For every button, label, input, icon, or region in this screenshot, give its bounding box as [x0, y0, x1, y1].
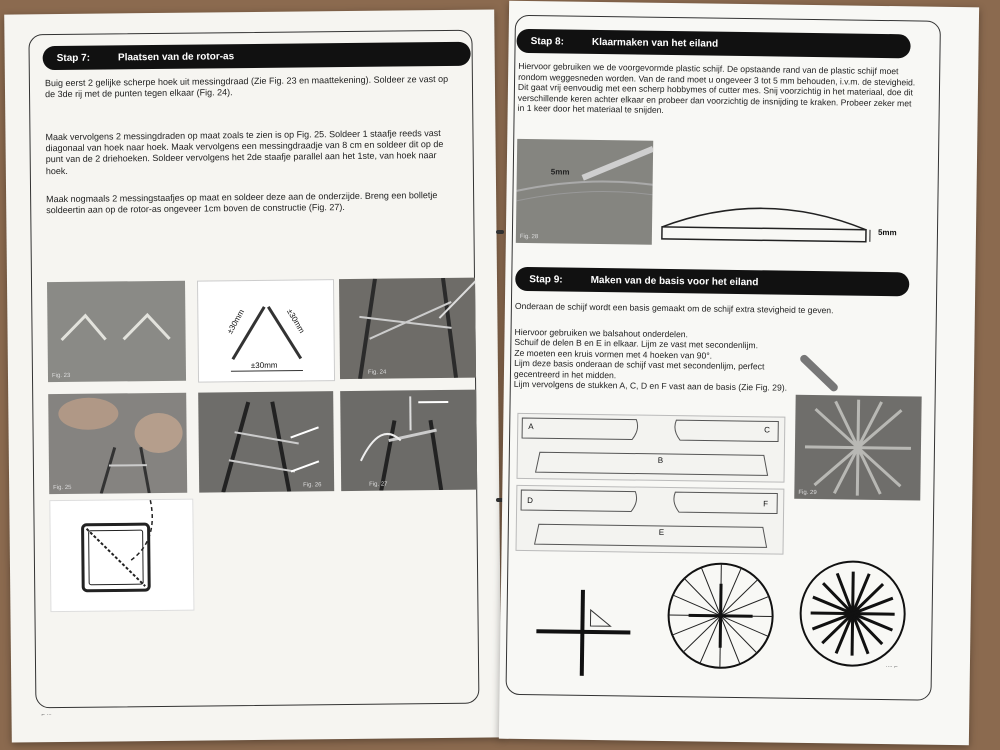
- part-e-label: E: [658, 527, 665, 537]
- cutting-disc-drawing: [516, 139, 653, 245]
- parts-abc-drawing: [518, 414, 785, 482]
- step9-line-1: Hiervoor gebruiken we balsahout onderdelen.: [514, 326, 689, 340]
- right-page: [499, 1, 979, 745]
- fig29-label: Fig. 29: [798, 489, 817, 497]
- fig28-photo: [516, 139, 653, 245]
- fig23-label: Fig. 23: [51, 372, 71, 380]
- spoked-disc-drawing-1: [664, 559, 778, 673]
- fig23-photo: [47, 281, 186, 382]
- step7-paragraph-1: Buig eerst 2 gelijke scherpe hoek uit messingdraad (Zie Fig. 23 en maattekening). Soldeer ze vast op de 3de rij met de punten tegen elkaar (Fig. 24).: [44, 73, 449, 100]
- starburst-base-drawing: [794, 395, 921, 501]
- tower-structure-drawing: [339, 278, 476, 379]
- step9-label: Stap 9:: [529, 273, 563, 286]
- step7-header: [43, 42, 471, 70]
- step7-label: Stap 7:: [56, 52, 91, 64]
- bent-wires-drawing: [47, 281, 186, 382]
- step9-line-2: Schuif de delen B en E in elkaar. Lijm ze vast met secondenlijm.: [514, 337, 759, 351]
- fig25-label: Fig. 25: [53, 484, 72, 492]
- fig29-photo: [794, 395, 921, 501]
- tower-arrows-drawing: [198, 391, 334, 492]
- dim-label-3: ±30mm: [250, 360, 278, 371]
- step8-title: Klaarmaken van het eiland: [591, 36, 719, 50]
- step9-line-4: Lijm deze basis onderaan de schijf vast met secondenlijm, perfect gecentreerd in het midden.: [513, 358, 765, 380]
- part-c-label: C: [764, 425, 771, 435]
- left-page: [4, 9, 502, 742]
- part-f-label: F: [763, 499, 769, 509]
- step9-line-5: Lijm vervolgens de stukken A, C, D en F vast aan de basis (Zie Fig. 29).: [513, 378, 788, 393]
- diagonal-diagram: [49, 499, 194, 613]
- fig24-label: Fig. 24: [367, 369, 387, 376]
- step7-title: Plaatsen van de rotor-as: [117, 50, 235, 63]
- disc-profile-drawing: [656, 193, 927, 253]
- fig28-label: Fig. 28: [519, 233, 539, 241]
- binding-staple-top: [496, 230, 504, 234]
- left-footer: ⌐ ∙∙∙: [41, 712, 52, 719]
- step7-paragraph-3: Maak nogmaals 2 messingstaafjes op maat en soldeer deze aan de onderzijde. Breng een bolletje soldeertin aan op de rotor-as ongeveer 1cm boven de constructie (Fig. 27).: [46, 190, 438, 216]
- glue-bottle-drawing: [798, 353, 843, 394]
- fig27-label: Fig. 27: [369, 481, 388, 488]
- right-footer: ∙∙∙∙ ⌐: [885, 664, 898, 671]
- fig24-photo: [339, 278, 476, 379]
- step9-instructions: [514, 327, 795, 393]
- fig26-label: Fig. 26: [303, 482, 322, 489]
- cross-base-drawing: [530, 581, 641, 683]
- part-d-label: D: [527, 496, 534, 506]
- fig27-photo: [340, 390, 477, 491]
- step9-line-3: Ze moeten een kruis vormen met 4 hoeken van 90°.: [514, 347, 713, 361]
- step8-paragraph: Hiervoor gebruiken we de voorgevormde plastic schijf. De opstaande rand van de plastic schijf moet rondom weggesneden worden. Van de rand moet u ongeveer 3 tot 5 mm behouden, i.v.m. de stevigheid. Dit gaat vrij eenvoudig met een scherp hobbymes of cutter mes. Snij voorzichtig in het materiaal, doe dit verschillende keren achter elkaar en probeer dan voorzichtig de insnijding te kraken. Probeer zeker met in 1 keer door het materiaal te snijden.: [517, 60, 916, 116]
- dim-label-2: ±30mm: [285, 307, 307, 335]
- balsa-parts-sheet-2: [515, 485, 784, 555]
- photo-dim-label: 5mm: [550, 167, 570, 177]
- balsa-parts-sheet-1: [516, 413, 785, 483]
- step9-paragraph-1: Onderaan de schijf wordt een basis gemaakt om de schijf extra stevigheid te geven.: [514, 300, 834, 316]
- parts-def-drawing: [517, 486, 784, 554]
- part-a-label: A: [528, 422, 534, 432]
- part-b-label: B: [657, 455, 664, 465]
- fig26-photo: [198, 391, 334, 492]
- dimension-drawing: [197, 279, 335, 382]
- step9-title: Maken van de basis voor het eiland: [590, 274, 759, 288]
- profile-dim-label: 5mm: [877, 227, 897, 238]
- step7-paragraph-2: Maak vervolgens 2 messingdraden op maat zoals te zien is op Fig. 25. Soldeer 1 staafje reeds vast diagonaal van hoek naar hoek. Maak vervolgens een messingdraadje van 8 cm en soldeer dit op de punt van de 2 driehoeken. Soldeer vervolgens het 2de staafje parallel aan het 1ste, van hoek naar hoek.: [45, 128, 444, 176]
- hands-soldering-drawing: [48, 393, 187, 494]
- square-diagonal-sketch: [50, 500, 193, 611]
- rotor-axis-drawing: [340, 390, 477, 491]
- dim-label-1: ±30mm: [225, 307, 247, 336]
- fig25-photo: [48, 393, 187, 494]
- spoked-disc-drawing-2: [796, 557, 910, 671]
- step8-label: Stap 8:: [530, 35, 565, 48]
